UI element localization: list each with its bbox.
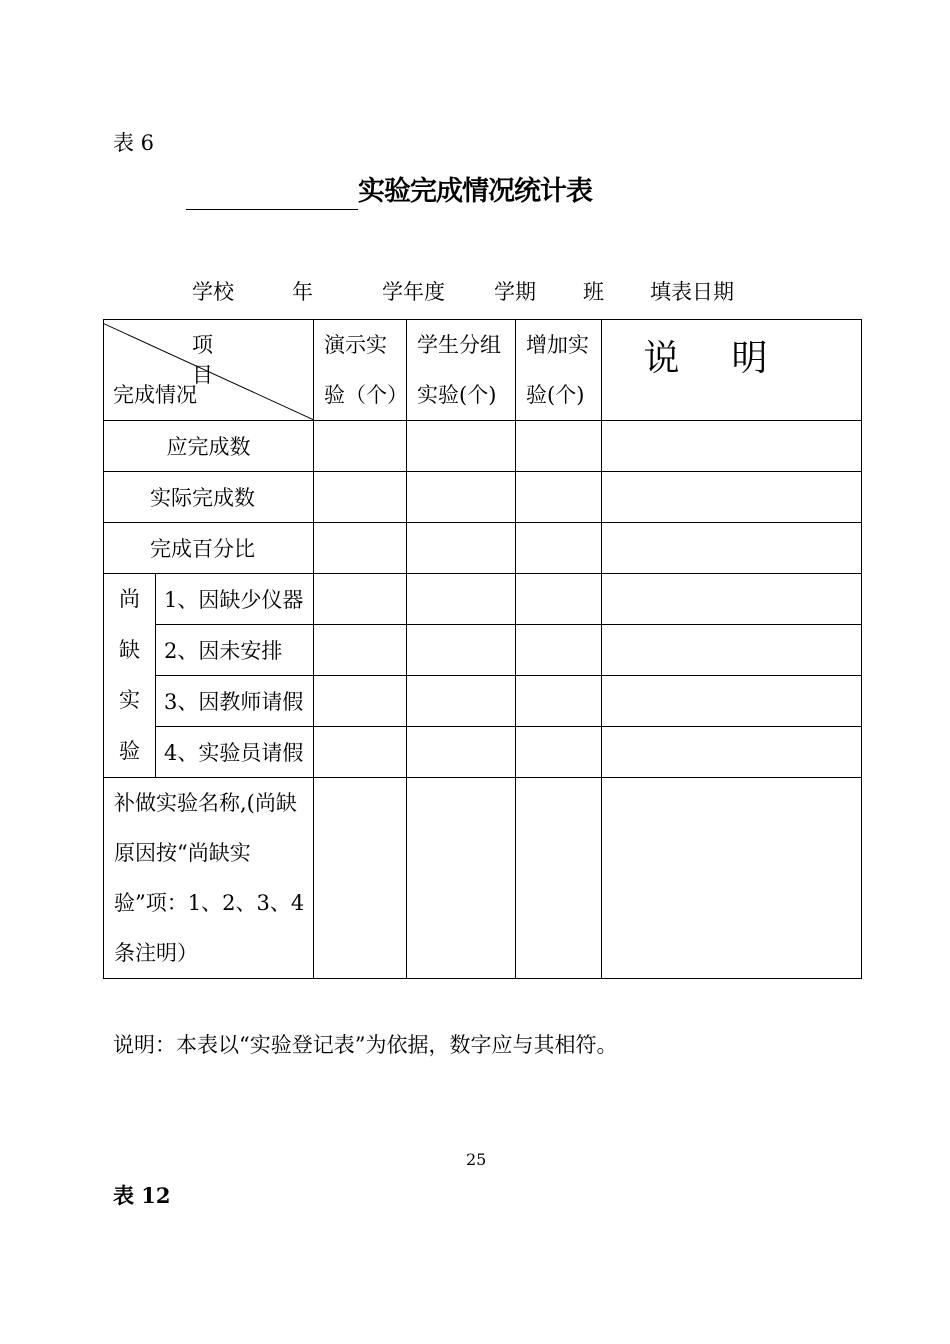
cell[interactable]	[407, 625, 516, 676]
cell[interactable]	[407, 676, 516, 727]
reason-staff-leave: 4、实验员请假	[156, 727, 314, 778]
cell[interactable]	[314, 625, 407, 676]
cell[interactable]	[314, 778, 407, 979]
cell[interactable]	[602, 472, 862, 523]
cell[interactable]	[516, 574, 602, 625]
meta-fill-date: 填表日期	[650, 280, 734, 304]
cell[interactable]	[407, 472, 516, 523]
cell[interactable]	[407, 574, 516, 625]
row-percent: 完成百分比	[104, 523, 314, 574]
header-item: 项 目	[192, 332, 253, 387]
cell[interactable]	[516, 472, 602, 523]
cell[interactable]	[602, 778, 862, 979]
cell[interactable]	[314, 574, 407, 625]
meta-semester: 学期	[494, 280, 536, 304]
cell[interactable]	[602, 727, 862, 778]
cell[interactable]	[314, 727, 407, 778]
page-number: 25	[466, 1150, 487, 1169]
cell[interactable]	[314, 472, 407, 523]
row-should-complete: 应完成数	[104, 421, 314, 472]
cell[interactable]	[314, 676, 407, 727]
meta-academic-year: 学年度	[382, 280, 445, 304]
cell[interactable]	[516, 727, 602, 778]
header-completion: 完成情况	[113, 382, 197, 407]
cell[interactable]	[314, 421, 407, 472]
cell[interactable]	[516, 523, 602, 574]
cell[interactable]	[602, 676, 862, 727]
statistics-table	[103, 319, 862, 979]
cell[interactable]	[407, 778, 516, 979]
header-explain: 说明	[602, 320, 862, 421]
meta-year: 年	[292, 280, 313, 304]
title-fill-line	[186, 209, 358, 210]
meta-school: 学校	[192, 280, 234, 304]
makeup-label: 补做实验名称,(尚缺原因按“尚缺实验”项：1、2、3、4 条注明）	[104, 778, 314, 979]
row-actual-complete: 实际完成数	[104, 472, 314, 523]
header-diagonal-cell	[104, 320, 314, 421]
cell[interactable]	[602, 574, 862, 625]
cell[interactable]	[516, 778, 602, 979]
cell[interactable]	[602, 625, 862, 676]
reason-equipment: 1、因缺少仪器	[156, 574, 314, 625]
header-group: 学生分组 实验(个)	[407, 320, 516, 421]
footnote: 说明：本表以“实验登记表”为依据，数字应与其相符。	[113, 1033, 618, 1057]
table-label: 表 6	[113, 131, 155, 155]
next-table-label: 表 12	[113, 1183, 171, 1208]
cell[interactable]	[407, 523, 516, 574]
cell[interactable]	[314, 523, 407, 574]
page-title: 实验完成情况统计表	[358, 176, 592, 207]
cell[interactable]	[407, 421, 516, 472]
missing-label: 尚 缺 实 验	[104, 574, 156, 778]
cell[interactable]	[516, 676, 602, 727]
cell[interactable]	[602, 523, 862, 574]
cell[interactable]	[407, 727, 516, 778]
reason-unscheduled: 2、因未安排	[156, 625, 314, 676]
meta-class: 班	[583, 280, 604, 304]
cell[interactable]	[516, 421, 602, 472]
cell[interactable]	[602, 421, 862, 472]
header-added: 增加实 验(个)	[516, 320, 602, 421]
cell[interactable]	[516, 625, 602, 676]
header-demo: 演示实 验（个）	[314, 320, 407, 421]
reason-teacher-leave: 3、因教师请假	[156, 676, 314, 727]
